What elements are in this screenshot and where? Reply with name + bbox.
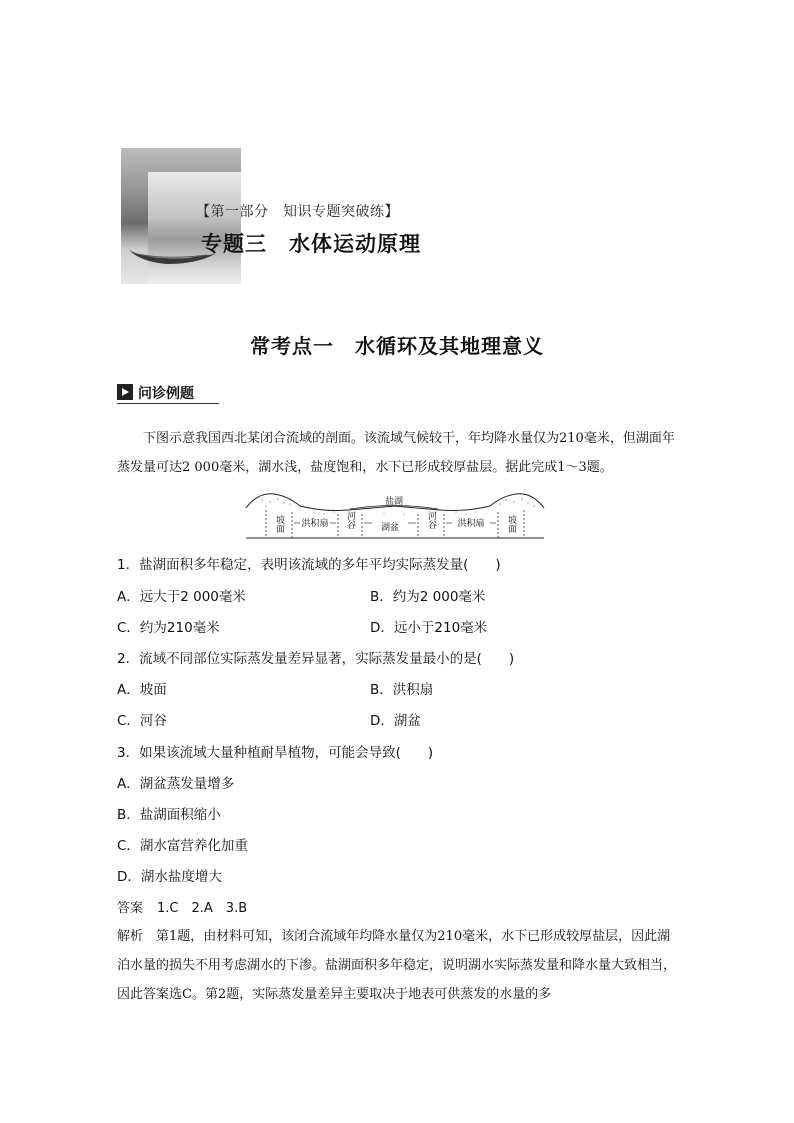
tag-label: 问诊例题: [138, 386, 194, 402]
answer-line: [117, 897, 247, 916]
question-3-option-d: D．湖水盐度增大: [117, 869, 222, 885]
question-1-option-a: A．远大于2 000毫米: [117, 589, 246, 605]
example-tag: [117, 383, 219, 404]
question-3-option-b: B．盐湖面积缩小: [117, 807, 221, 823]
basin-profile-diagram: [244, 490, 546, 540]
question-2-option-c: C．河谷: [117, 713, 167, 729]
question-1-option-d: D．远小于210毫米: [370, 620, 488, 636]
intro-paragraph: 下图示意我国西北某闭合流域的剖面。该流域气候较干，年均降水量仅为210毫米，但湖面年蒸发量可达2 000毫米，湖水浅，盐度饱和，水下已形成较厚盐层。据此完成1～3题。: [117, 431, 675, 475]
answer-value: 1.C 2.A 3.B: [157, 901, 248, 916]
valley-right-label: 河谷: [426, 511, 436, 529]
slope-left-label: 坡面: [274, 515, 284, 533]
part-label: 【第一部分 知识专题突破练】: [196, 204, 399, 220]
answer-label: 答案: [117, 901, 144, 916]
basin-label: 湖盆: [380, 523, 400, 533]
header-banner: [121, 148, 421, 286]
lake-label: 盐湖: [384, 497, 404, 507]
fan-left-label: 洪积扇: [301, 519, 329, 529]
slope-right-label: 坡面: [506, 515, 516, 533]
valley-left-label: 河谷: [345, 511, 355, 529]
play-arrow-icon: [117, 384, 133, 400]
question-2-stem: 2．流域不同部位实际蒸发量差异显著，实际蒸发量最小的是( ): [117, 651, 515, 667]
question-3-stem: 3．如果该流域大量种植耐旱植物，可能会导致( ): [117, 745, 434, 761]
explanation-paragraph: 解析 第1题，由材料可知，该闭合流域年均降水量仅为210毫米，水下已形成较厚盐层，因此湖泊水量的损失不用考虑湖水的下渗。盐湖面积多年稳定，说明湖水实际蒸发量和降水量大致相当，因此答案选C。第2题，实际蒸发量差异主要取决于地表可供蒸发的水量的多: [117, 929, 677, 1002]
fan-right-label: 洪积扇: [457, 519, 485, 529]
question-1-option-b: B．约为2 000毫米: [370, 589, 486, 605]
section-title: 常考点一 水循环及其地理意义: [250, 334, 544, 358]
topic-title: 专题三 水体运动原理: [201, 231, 421, 256]
question-3-option-c: C．湖水富营养化加重: [117, 838, 248, 854]
question-2-option-a: A．坡面: [117, 682, 167, 698]
question-1-stem: 1．盐湖面积多年稳定，表明该流域的多年平均实际蒸发量( ): [117, 557, 501, 573]
question-1-option-c: C．约为210毫米: [117, 620, 220, 636]
question-3-option-a: A．湖盆蒸发量增多: [117, 776, 235, 792]
question-2-option-b: B．洪积扇: [370, 682, 434, 698]
question-2-option-d: D．湖盆: [370, 713, 421, 729]
